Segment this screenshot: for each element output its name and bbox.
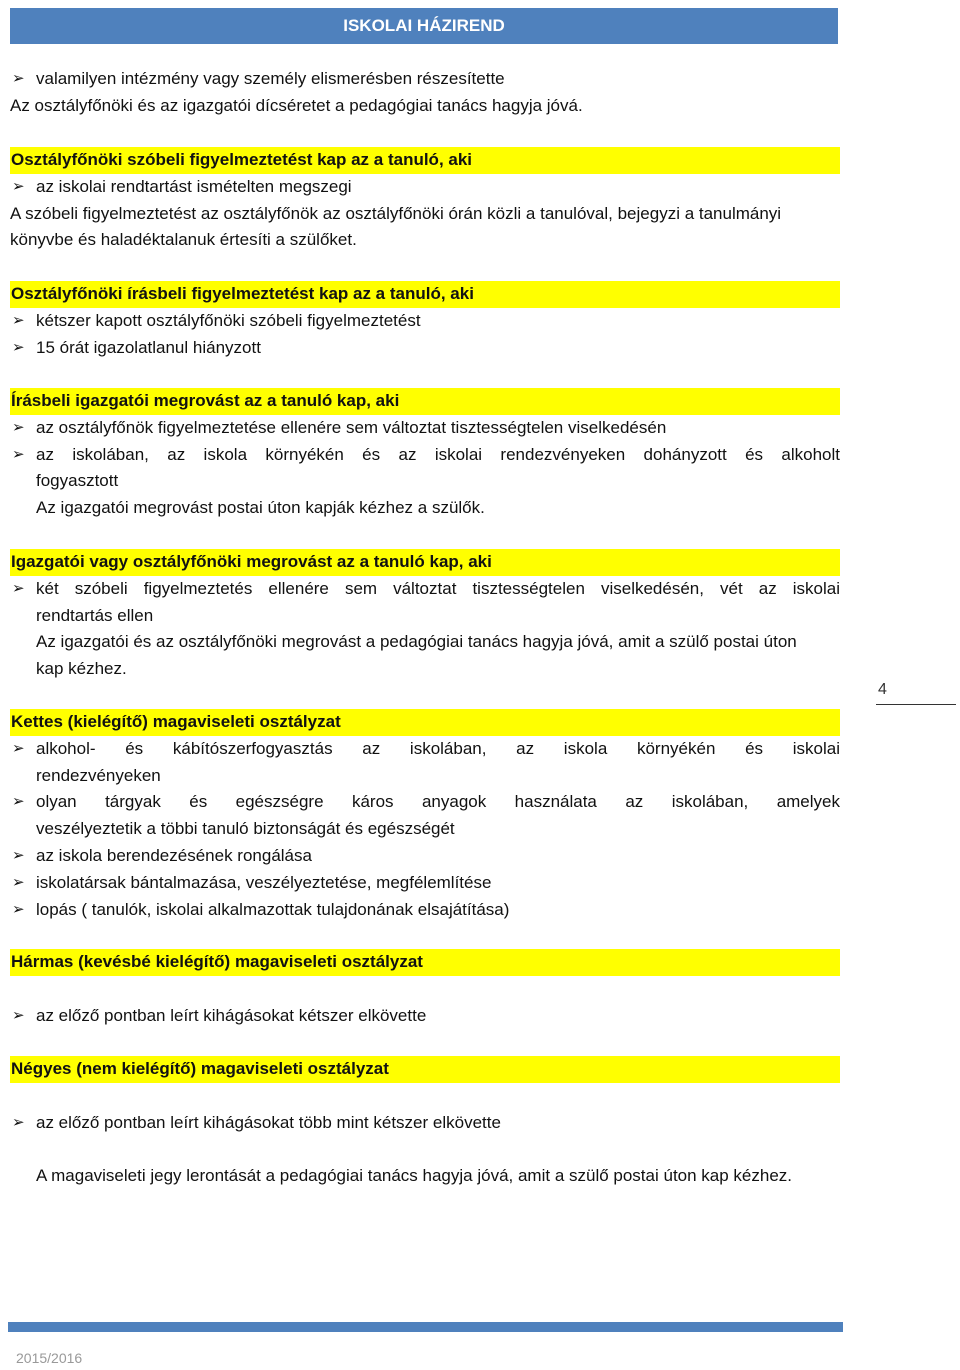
list-item: ➢ az iskolában, az iskola környékén és az iskolai rendezvényeken dohányzott és alkoholt: [10, 442, 840, 469]
section-praise: [10, 66, 840, 120]
section-heading: Négyes (nem kielégítő) magaviseleti osztályzat: [10, 1056, 840, 1083]
arrowhead-bullet-icon: ➢: [12, 338, 25, 356]
arrowhead-bullet-icon: ➢: [12, 70, 25, 87]
paragraph: kap kézhez.: [36, 659, 127, 679]
list-item: ➢ két szóbeli figyelmeztetés ellenére sem változtat tisztességtelen viselkedésén, vét az iskolai: [10, 576, 840, 603]
list-item: ➢ iskolatársak bántalmazása, veszélyeztetése, megfélemlítése: [10, 870, 840, 897]
paragraph: A magaviseleti jegy lerontását a pedagógiai tanács hagyja jóvá, amit a szülő postai úton kap kézhez.: [36, 1166, 793, 1186]
arrowhead-bullet-icon: ➢: [12, 846, 25, 864]
section-grade-two: [10, 709, 840, 923]
arrowhead-bullet-icon: ➢: [12, 1006, 25, 1024]
section-heading: Hármas (kevésbé kielégítő) magaviseleti osztályzat: [10, 949, 840, 976]
arrowhead-bullet-icon: ➢: [12, 900, 25, 918]
paragraph: Az osztályfőnöki és az igazgatói dícséretet a pedagógiai tanács hagyja jóvá.: [10, 95, 583, 115]
arrowhead-bullet-icon: ➢: [12, 311, 25, 329]
paragraph: A szóbeli figyelmeztetést az osztályfőnök az osztályfőnöki órán közli a tanulóval, bejegyzi a tanulmányi: [10, 203, 782, 223]
section-heading: Kettes (kielégítő) magaviseleti osztályzat: [10, 709, 840, 736]
section-grade-three: [10, 949, 840, 1029]
arrowhead-bullet-icon: ➢: [12, 739, 25, 757]
section-heading: Osztályfőnöki szóbeli figyelmeztetést kap az a tanuló, aki: [10, 147, 840, 174]
list-item: ➢ az iskola berendezésének rongálása: [10, 843, 840, 870]
section-oral-warning: [10, 147, 840, 254]
list-item: ➢ alkohol- és kábítószerfogyasztás az iskolában, az iskola környékén és iskolai: [10, 736, 840, 763]
paragraph: Az igazgatói és az osztályfőnöki megrovást a pedagógiai tanács hagyja jóvá, amit a szülő postai úton: [36, 632, 797, 652]
section-principal-reprimand: [10, 388, 840, 522]
list-item-continuation: veszélyeztetik a többi tanuló biztonságát és egészségét: [36, 819, 455, 839]
arrowhead-bullet-icon: ➢: [12, 873, 25, 891]
footer-band: [8, 1322, 843, 1332]
list-item-continuation: rendezvényeken: [36, 765, 161, 785]
footer-year: 2015/2016: [16, 1350, 83, 1366]
list-item: ➢ kétszer kapott osztályfőnöki szóbeli figyelmeztetést: [10, 308, 840, 335]
list-item: ➢ lopás ( tanulók, iskolai alkalmazottak tulajdonának elsajátítása): [10, 897, 840, 924]
list-item: ➢ az osztályfőnök figyelmeztetése ellenére sem változtat tisztességtelen viselkedésén: [10, 415, 840, 442]
section-heading: Írásbeli igazgatói megrovást az a tanuló kap, aki: [10, 388, 840, 415]
paragraph: Az igazgatói megrovást postai úton kapják kézhez a szülők.: [36, 498, 485, 518]
section-combined-reprimand: [10, 549, 840, 683]
list-item-continuation: rendtartás ellen: [36, 605, 154, 625]
list-item: ➢ az előző pontban leírt kihágásokat kétszer elkövette: [10, 1003, 840, 1030]
page-header: [10, 8, 838, 44]
list-item: ➢ 15 órát igazolatlanul hiányzott: [10, 335, 840, 362]
section-grade-four: [10, 1056, 840, 1190]
section-heading: Igazgatói vagy osztályfőnöki megrovást az a tanuló kap, aki: [10, 549, 840, 576]
list-item-continuation: fogyasztott: [36, 471, 119, 491]
arrowhead-bullet-icon: ➢: [12, 445, 25, 463]
arrowhead-bullet-icon: ➢: [12, 418, 25, 436]
section-heading: Osztályfőnöki írásbeli figyelmeztetést kap az a tanuló, aki: [10, 281, 840, 308]
arrowhead-bullet-icon: ➢: [12, 793, 25, 811]
page-title: ISKOLAI HÁZIREND: [343, 16, 505, 35]
list-item: ➢ olyan tárgyak és egészségre káros anyagok használata az iskolában, amelyek: [10, 789, 840, 816]
arrowhead-bullet-icon: ➢: [12, 1113, 25, 1131]
list-item: ➢ az iskolai rendtartást ismételten megszegi: [10, 174, 840, 201]
paragraph: könyvbe és haladéktalanuk értesíti a szülőket.: [10, 230, 357, 250]
arrowhead-bullet-icon: ➢: [12, 579, 25, 597]
list-item: ➢ valamilyen intézmény vagy személy elismerésben részesítette: [10, 66, 840, 93]
page-number: 4: [878, 681, 887, 698]
list-item: ➢ az előző pontban leírt kihágásokat több mint kétszer elkövette: [10, 1110, 840, 1137]
section-written-warning: [10, 281, 840, 361]
arrowhead-bullet-icon: ➢: [12, 177, 25, 195]
page-number-rule: [876, 704, 956, 705]
